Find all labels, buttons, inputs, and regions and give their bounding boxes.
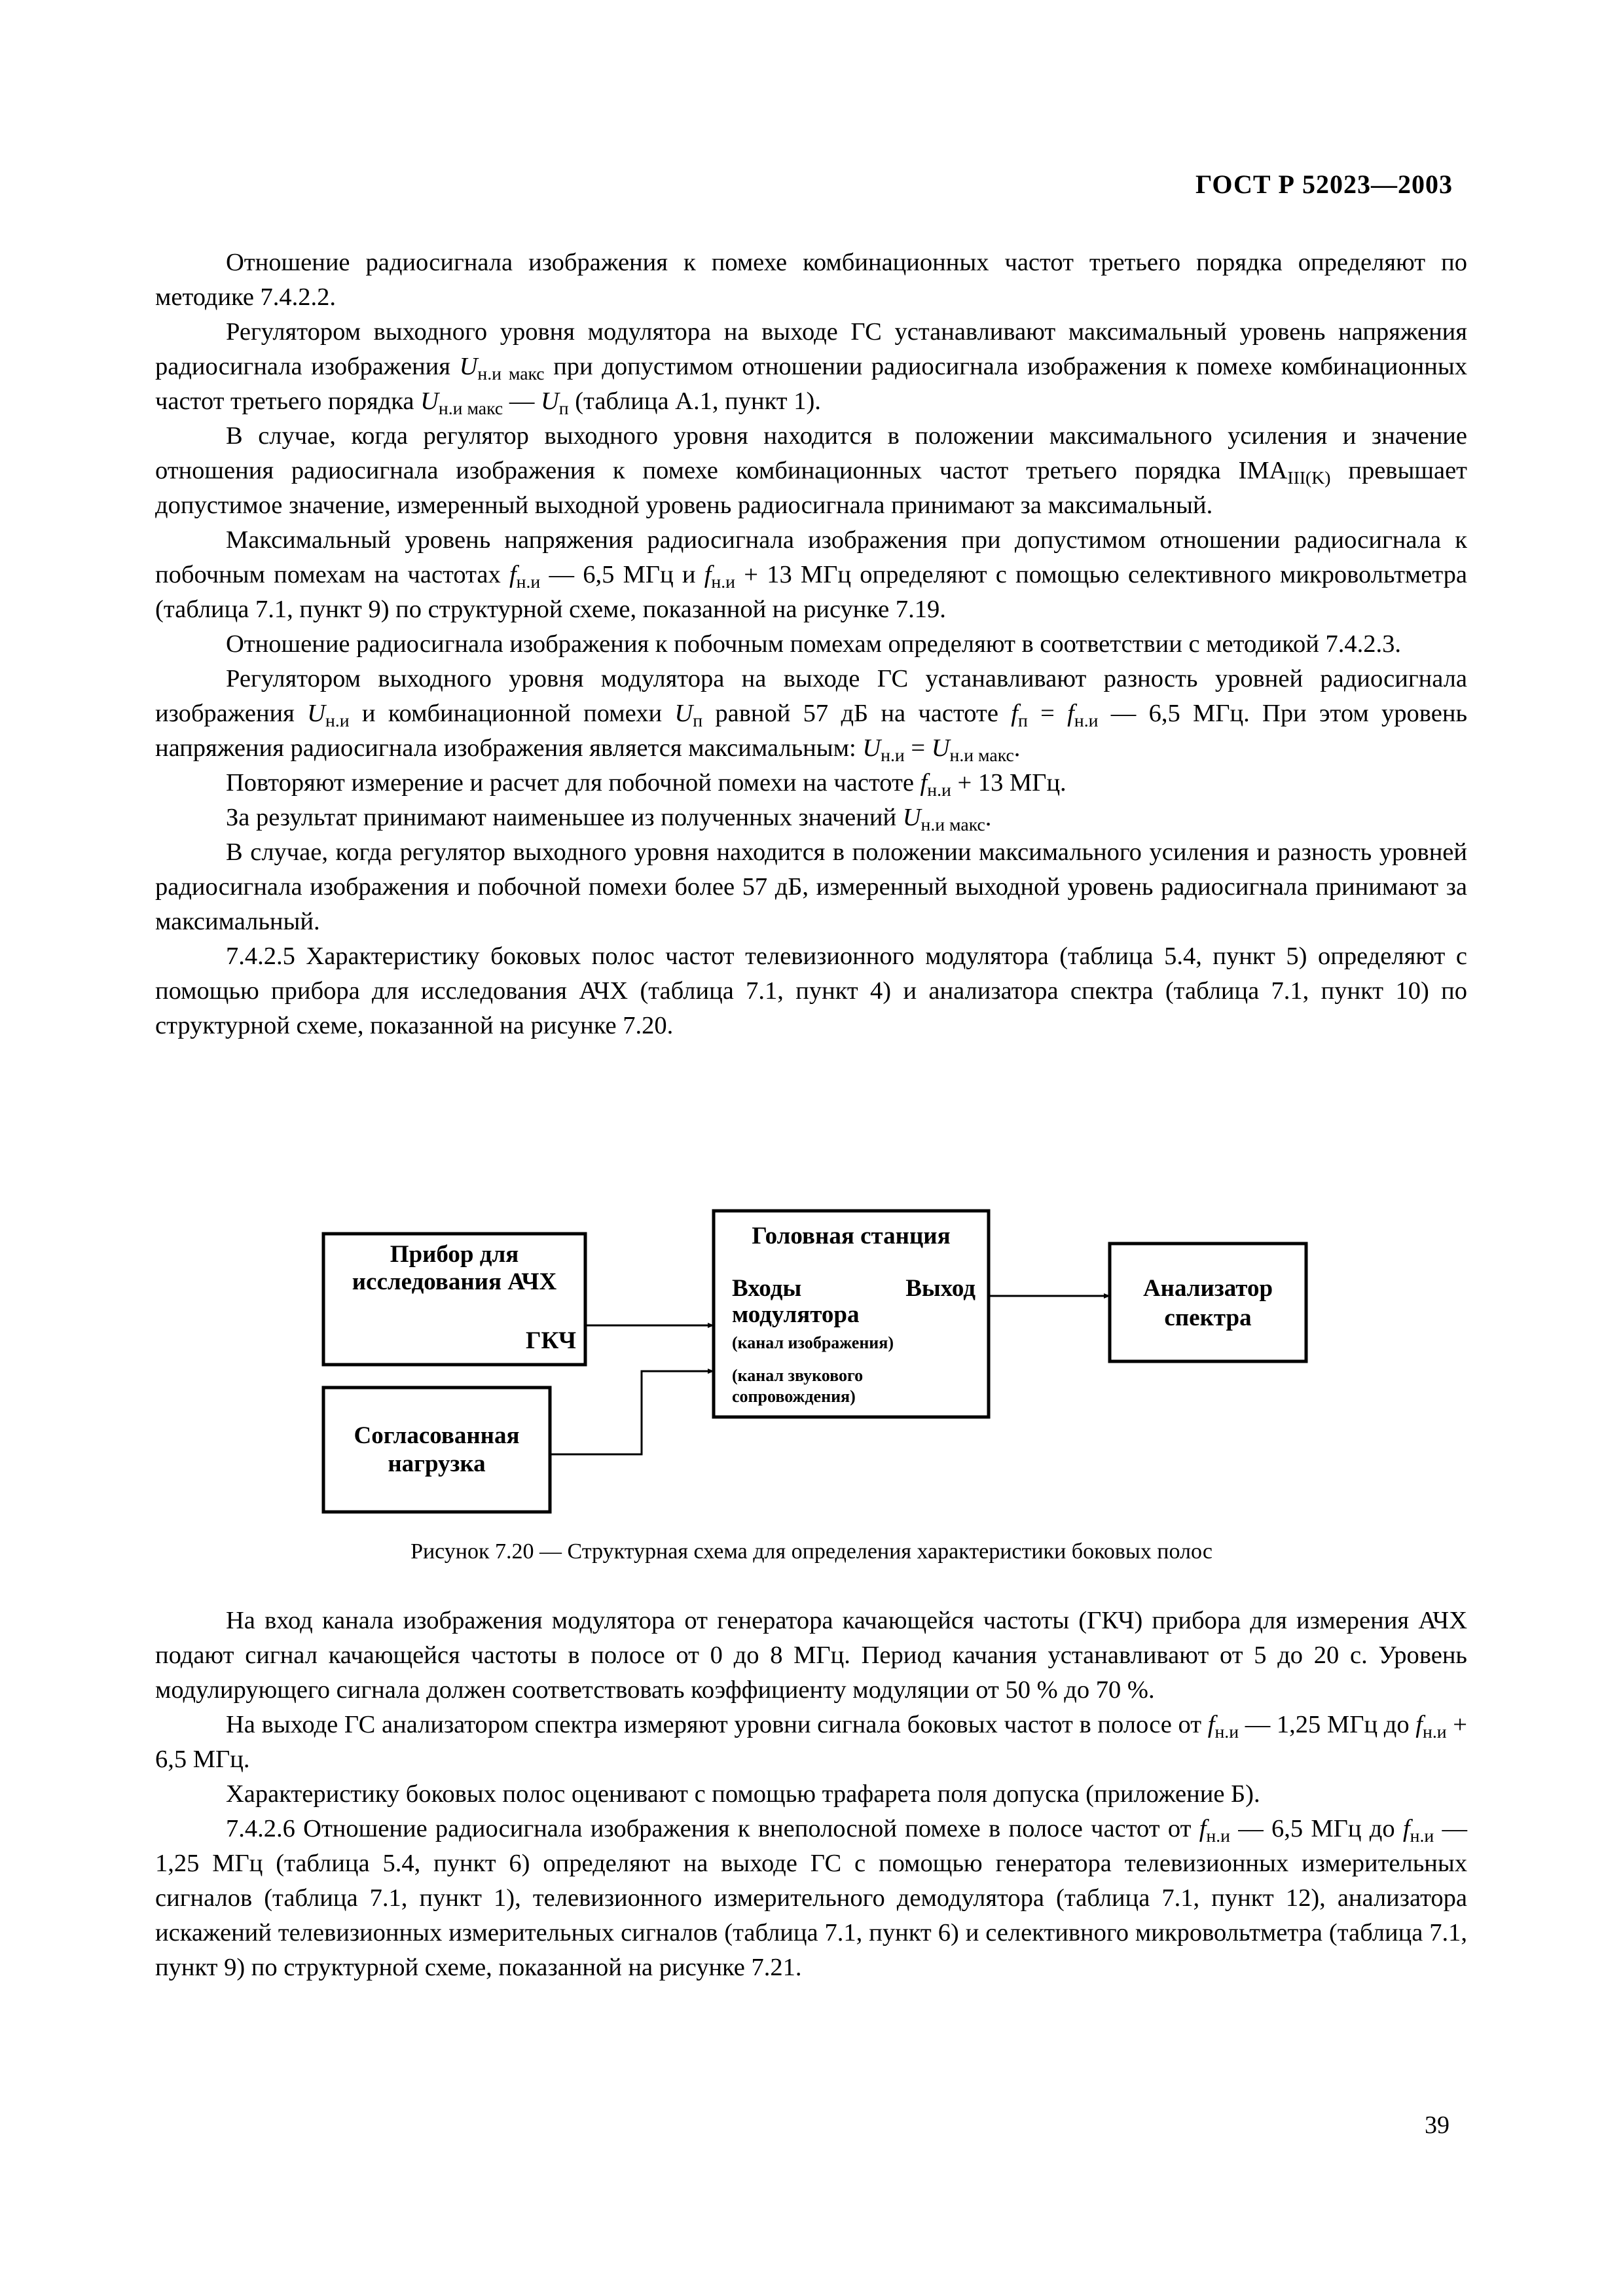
box3-inputs-label: Входы [732, 1275, 802, 1302]
paragraph [155, 1604, 1467, 1708]
math-symbol: f [1011, 700, 1018, 727]
text-run: — 6,5 МГц до [1230, 1815, 1403, 1842]
text-run: = [1027, 700, 1068, 727]
subscript: н.и [927, 779, 951, 800]
text-run: (таблица А.1, пункт 1). [568, 387, 821, 415]
box1-line1: Прибор для [390, 1241, 519, 1268]
math-symbol: f [509, 561, 517, 588]
text-run: — 1,25 МГц (таблица 5.4, пункт 6) определяют на выходе ГС с помощью генератора телевизионных измерительных сигналов (таблица 7.1, пункт 1), телевизионного измерительного демодулятора (таблица 7.1, пункт 12), анализатора искажений телевизионных измерительных сигналов (таблица 7.1, пункт 6) и селективного микровольтметра (таблица 7.1, пункт 9) по структурной схеме, показанной на рисунке 7.21. [155, 1815, 1468, 1981]
subscript: III(K) [1287, 467, 1331, 488]
text-run: В случае, когда регулятор выходного уровня находится в положении максимального усиления и разность уровней радиосигнала изображения и побочной помехи более 57 дБ, измеренный выходной уровень радиосигнала принимают за максимальный. [155, 838, 1467, 935]
subscript: н.и [711, 571, 736, 592]
text-run: — 6,5 МГц и [540, 561, 704, 588]
box1-port-label: ГКЧ [525, 1327, 576, 1354]
subscript: н.и [1206, 1825, 1230, 1846]
text-run: — 6,5 МГц. При этом уровень напряжения радиосигнала изображения является максимальным: [155, 700, 1468, 762]
subscript: н.и макс [438, 397, 503, 418]
paragraph [155, 766, 1467, 800]
subscript: н.и [881, 744, 905, 765]
document-header: ГОСТ Р 52023—2003 [1195, 170, 1453, 199]
figure-7-20 [0, 1191, 1623, 1558]
text-run: Регулятором выходного уровня модулятора на выходе ГС устанавливают максимальный уровень напряжения радиосигнала изображения [155, 318, 1467, 380]
math-symbol: U [307, 700, 325, 727]
block-diagram [0, 1191, 1623, 1558]
text-run: Регулятором выходного уровня модулятора на выходе ГС устанавливают разность уровней радиосигнала изображения [155, 665, 1467, 727]
subscript: н.и макс [921, 814, 985, 834]
math-symbol: U [420, 387, 439, 415]
subscript: н.и макс [477, 363, 545, 384]
math-symbol: f [920, 769, 928, 797]
math-symbol: f [704, 561, 712, 588]
box3-sound-channel-2: сопровождения) [732, 1387, 856, 1406]
box3-output-label: Выход [905, 1275, 976, 1302]
box1-line2: исследования АЧХ [352, 1268, 557, 1295]
math-symbol: U [459, 353, 478, 380]
subscript: н.и [1074, 709, 1099, 730]
text-run: + 6,5 МГц. [155, 1711, 1468, 1773]
box2-line2: нагрузка [388, 1450, 486, 1477]
paragraph [155, 1812, 1467, 1985]
math-symbol: f [1199, 1815, 1207, 1842]
text-run: . [985, 804, 992, 831]
paragraph [155, 523, 1467, 627]
text-run: — [503, 387, 541, 415]
subscript: н.и [1214, 1721, 1239, 1742]
box4-line1: Анализатор [1142, 1275, 1273, 1302]
text-run: равной 57 дБ на частоте [702, 700, 1012, 727]
text-run: превышает допустимое значение, измеренный выходной уровень радиосигнала принимают за максимальный. [155, 457, 1467, 519]
text-block-top [155, 245, 1467, 1043]
math-symbol: f [1415, 1711, 1423, 1738]
text-run: — 1,25 МГц до [1239, 1711, 1416, 1738]
text-run: = [904, 734, 932, 762]
math-symbol: f [1402, 1815, 1410, 1842]
subscript: н.и макс [949, 744, 1014, 765]
box3-title: Головная станция [752, 1223, 951, 1249]
text-run: Максимальный уровень напряжения радиосигнала изображения при допустимом отношении радиосигнала к побочным помехам на частотах [155, 526, 1467, 588]
text-run: 7.4.2.6 Отношение радиосигнала изображения к внеполосной помехе в полосе частот от [226, 1815, 1199, 1842]
text-run: при допустимом отношении радиосигнала изображения к помехе комбинационных частот третьего порядка [155, 353, 1467, 415]
paragraph [155, 627, 1467, 662]
subscript: п [693, 709, 703, 730]
math-symbol: f [1207, 1711, 1215, 1738]
text-run: За результат принимают наименьшее из полученных значений [226, 804, 903, 831]
text-run: + 13 МГц определяют с помощью селективного микровольтметра (таблица 7.1, пункт 9) по структурной схеме, показанной на рисунке 7.19. [155, 561, 1467, 623]
text-run: В случае, когда регулятор выходного уровня находится в положении максимального усиления и значение отношения радиосигнала изображения к помехе комбинационных частот третьего порядка IMA [155, 422, 1467, 484]
paragraph [155, 800, 1467, 835]
subscript: н.и [325, 709, 350, 730]
subscript: н.и [516, 571, 541, 592]
subscript: п [558, 397, 569, 418]
figure-caption: Рисунок 7.20 — Структурная схема для определения характеристики боковых полос [410, 1539, 1213, 1564]
text-run: и комбинационной помехи [349, 700, 675, 727]
text-run: + 13 МГц. [951, 769, 1067, 797]
text-run: На выходе ГС анализатором спектра измеряют уровни сигнала боковых частот в полосе от [226, 1711, 1208, 1738]
page-number: 39 [1425, 2111, 1450, 2139]
paragraph [155, 835, 1467, 939]
math-symbol: f [1067, 700, 1074, 727]
subscript: н.и [1423, 1721, 1447, 1742]
text-run: На вход канала изображения модулятора от генератора качающейся частоты (ГКЧ) прибора для измерения АЧХ подают сигнал качающейся частоты в полосе от 0 до 8 МГц. Период качания устанавливают от 5 до 20 с. Уровень модулирующего сигнала должен соответствовать коэффициенту модуляции от 50 % до 70 %. [155, 1607, 1467, 1704]
math-symbol: U [862, 734, 881, 762]
subscript: п [1017, 709, 1028, 730]
paragraph [155, 939, 1467, 1043]
box2-line1: Согласованная [354, 1422, 520, 1449]
box-matched-load [323, 1388, 550, 1512]
paragraph [155, 1777, 1467, 1812]
text-run: . [1013, 734, 1021, 762]
paragraph [155, 1708, 1467, 1777]
paragraph [155, 419, 1467, 523]
text-run: Повторяют измерение и расчет для побочной помехи на частоте [226, 769, 921, 797]
box3-modulator-label: модулятора [732, 1301, 860, 1328]
text-run: Характеристику боковых полос оценивают с помощью трафарета поля допуска (приложение Б). [226, 1780, 1260, 1808]
math-symbol: U [931, 734, 950, 762]
box3-image-channel: (канал изображения) [732, 1333, 894, 1352]
text-run: Отношение радиосигнала изображения к помехе комбинационных частот третьего порядка определяют по методике 7.4.2.2. [155, 249, 1467, 311]
text-run: 7.4.2.5 Характеристику боковых полос частот телевизионного модулятора (таблица 5.4, пункт 5) определяют с помощью прибора для исследования АЧХ (таблица 7.1, пункт 4) и анализатора спектра (таблица 7.1, пункт 10) по структурной схеме, показанной на рисунке 7.20. [155, 942, 1467, 1039]
arrow-load-to-sound-input [550, 1371, 714, 1454]
paragraph [155, 245, 1467, 315]
math-symbol: U [674, 700, 693, 727]
paragraph [155, 662, 1467, 766]
subscript: н.и [1410, 1825, 1434, 1846]
box-spectrum-analyzer [1110, 1244, 1306, 1361]
box3-sound-channel-1: (канал звукового [732, 1366, 864, 1385]
math-symbol: U [540, 387, 559, 415]
text-block-bottom [155, 1604, 1467, 1985]
math-symbol: U [902, 804, 921, 831]
text-run: Отношение радиосигнала изображения к побочным помехам определяют в соответствии с методикой 7.4.2.3. [226, 630, 1402, 658]
box4-line2: спектра [1164, 1304, 1252, 1331]
paragraph [155, 315, 1467, 419]
